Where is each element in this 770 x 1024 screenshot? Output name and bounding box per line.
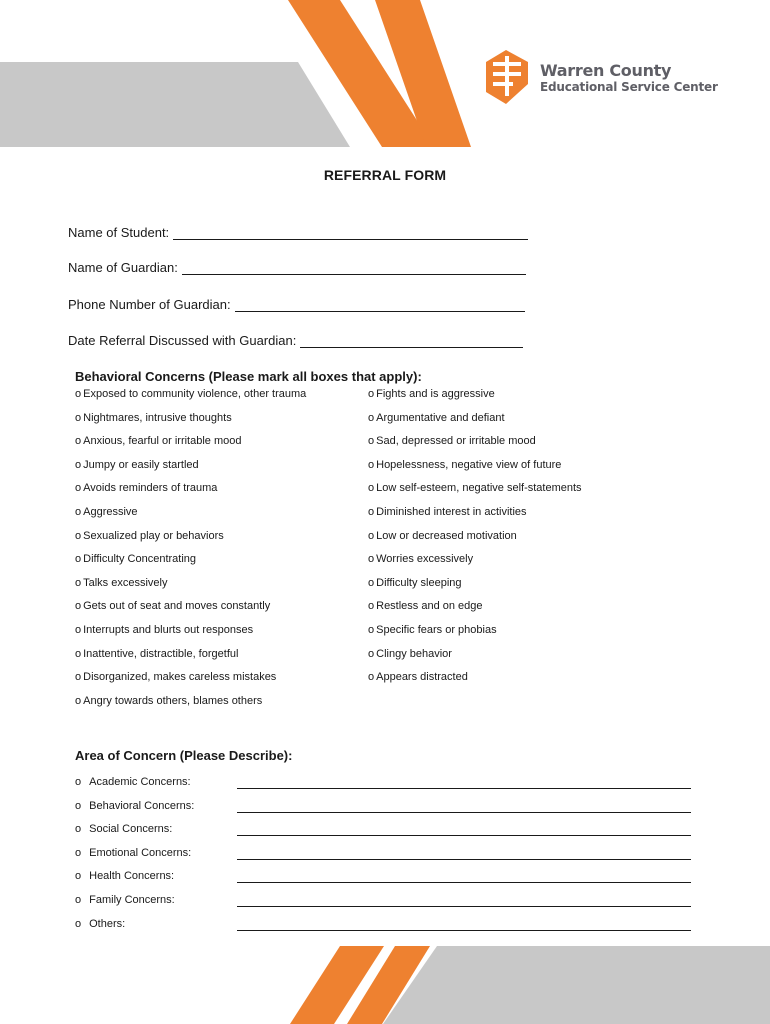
concern-label: Health Concerns: <box>89 870 175 883</box>
concern-bullet: o <box>75 799 82 812</box>
concern-input-line[interactable] <box>237 906 691 907</box>
student-name-label: Name of Student: <box>68 225 170 240</box>
checkbox-item-left-2[interactable] <box>75 412 232 424</box>
checkbox-item-right-1[interactable] <box>368 388 495 400</box>
checkbox-item-left-5[interactable] <box>75 482 217 494</box>
bottom-gray-banner <box>383 946 770 1024</box>
concern-bullet: o <box>75 846 82 859</box>
checkbox-label: Sad, depressed or irritable mood <box>376 435 536 448</box>
org-subtitle: Educational Service Center <box>540 80 718 94</box>
checkbox-bullet: o <box>75 458 82 471</box>
checkbox-item-left-3[interactable] <box>75 435 241 447</box>
concern-item-4 <box>75 847 191 859</box>
checkbox-bullet: o <box>368 388 375 400</box>
checkbox-item-right-3[interactable] <box>368 435 536 447</box>
concern-item-2 <box>75 800 194 812</box>
checkbox-label: Clingy behavior <box>376 647 452 660</box>
org-name: Warren County <box>540 61 672 80</box>
referral-date-field <box>68 333 523 348</box>
checkbox-bullet: o <box>368 458 375 471</box>
checkbox-bullet: o <box>368 671 375 684</box>
guardian-name-label: Name of Guardian: <box>68 260 178 275</box>
checkbox-item-left-4[interactable] <box>75 459 199 471</box>
concern-label: Others: <box>89 917 126 930</box>
checkbox-bullet: o <box>75 671 82 684</box>
concern-label: Family Concerns: <box>89 894 175 906</box>
top-gray-banner <box>0 62 350 147</box>
logo-icon <box>486 50 528 104</box>
checkbox-label: Hopelessness, negative view of future <box>376 458 562 471</box>
checkbox-item-left-7[interactable] <box>75 530 224 542</box>
checkbox-item-left-13[interactable] <box>75 671 276 683</box>
checkbox-label: Angry towards others, blames others <box>83 694 263 707</box>
checkbox-bullet: o <box>75 506 82 518</box>
checkbox-item-right-9[interactable] <box>368 577 462 589</box>
checkbox-bullet: o <box>75 435 82 448</box>
checkbox-item-left-6[interactable] <box>75 506 138 518</box>
checkbox-bullet: o <box>75 694 82 707</box>
checkbox-label: Interrupts and blurts out responses <box>83 624 254 636</box>
checkbox-label: Avoids reminders of trauma <box>83 482 218 495</box>
checkbox-bullet: o <box>75 624 82 636</box>
guardian-phone-input[interactable] <box>235 297 525 312</box>
area-heading: Area of Concern (Please Describe): <box>75 748 293 763</box>
checkbox-item-right-5[interactable] <box>368 482 582 494</box>
checkbox-bullet: o <box>368 482 375 495</box>
checkbox-label: Restless and on edge <box>376 600 483 613</box>
checkbox-label: Nightmares, intrusive thoughts <box>83 411 232 424</box>
behavioral-heading: Behavioral Concerns (Please mark all boxes that apply): <box>75 369 422 384</box>
concern-item-3 <box>75 823 172 835</box>
checkbox-label: Low self-esteem, negative self-statements <box>376 482 582 495</box>
checkbox-item-right-10[interactable] <box>368 600 483 612</box>
concern-input-line[interactable] <box>237 859 691 860</box>
guardian-name-input[interactable] <box>182 260 526 275</box>
checkbox-bullet: o <box>75 576 82 589</box>
checkbox-bullet: o <box>75 482 82 495</box>
concern-bullet: o <box>75 870 82 883</box>
checkbox-bullet: o <box>368 411 375 424</box>
concern-bullet: o <box>75 894 82 906</box>
checkbox-bullet: o <box>368 647 375 660</box>
checkbox-label: Argumentative and defiant <box>376 411 505 424</box>
checkbox-item-right-11[interactable] <box>368 624 497 636</box>
concern-bullet: o <box>75 917 82 930</box>
checkbox-label: Exposed to community violence, other trauma <box>83 388 307 400</box>
checkbox-label: Aggressive <box>83 506 138 518</box>
checkbox-item-left-9[interactable] <box>75 577 167 589</box>
checkbox-label: Anxious, fearful or irritable mood <box>83 435 242 448</box>
checkbox-label: Specific fears or phobias <box>376 624 497 636</box>
checkbox-item-left-8[interactable] <box>75 553 196 565</box>
checkbox-label: Disorganized, makes careless mistakes <box>83 671 277 684</box>
checkbox-label: Appears distracted <box>376 671 468 684</box>
student-name-field <box>68 225 528 240</box>
checkbox-bullet: o <box>368 435 375 448</box>
checkbox-bullet: o <box>368 553 375 566</box>
checkbox-bullet: o <box>75 529 82 542</box>
concern-item-6 <box>75 894 175 906</box>
checkbox-bullet: o <box>368 624 375 636</box>
concern-label: Academic Concerns: <box>89 776 191 788</box>
concern-bullet: o <box>75 823 82 836</box>
checkbox-bullet: o <box>75 600 82 613</box>
student-name-input[interactable] <box>173 225 528 240</box>
checkbox-item-left-12[interactable] <box>75 648 238 660</box>
checkbox-label: Low or decreased motivation <box>376 529 517 542</box>
checkbox-bullet: o <box>368 600 375 613</box>
checkbox-bullet: o <box>368 506 375 518</box>
referral-date-input[interactable] <box>300 333 523 348</box>
checkbox-item-right-6[interactable] <box>368 506 527 518</box>
checkbox-item-right-4[interactable] <box>368 459 561 471</box>
checkbox-bullet: o <box>75 411 82 424</box>
checkbox-item-right-2[interactable] <box>368 412 505 424</box>
concern-input-line[interactable] <box>237 812 691 813</box>
checkbox-label: Sexualized play or behaviors <box>83 529 224 542</box>
form-title: REFERRAL FORM <box>323 167 447 183</box>
concern-item-5 <box>75 870 174 882</box>
checkbox-bullet: o <box>75 388 82 400</box>
referral-date-label: Date Referral Discussed with Guardian: <box>68 333 297 348</box>
concern-label: Social Concerns: <box>89 823 173 836</box>
guardian-phone-field <box>68 297 525 312</box>
checkbox-label: Difficulty Concentrating <box>83 553 197 566</box>
guardian-phone-label: Phone Number of Guardian: <box>68 297 231 312</box>
checkbox-bullet: o <box>75 553 82 566</box>
checkbox-bullet: o <box>368 576 375 589</box>
checkbox-item-left-14[interactable] <box>75 695 262 707</box>
checkbox-label: Worries excessively <box>376 553 474 566</box>
checkbox-label: Diminished interest in activities <box>376 506 527 518</box>
concern-label: Emotional Concerns: <box>89 846 192 859</box>
concern-input-line[interactable] <box>237 835 691 836</box>
guardian-name-field <box>68 260 526 275</box>
checkbox-label: Jumpy or easily startled <box>83 458 199 471</box>
checkbox-label: Gets out of seat and moves constantly <box>83 600 271 613</box>
checkbox-label: Fights and is aggressive <box>376 388 495 400</box>
concern-item-1 <box>75 776 191 788</box>
checkbox-item-right-7[interactable] <box>368 530 517 542</box>
checkbox-item-left-11[interactable] <box>75 624 253 636</box>
concern-label: Behavioral Concerns: <box>89 799 195 812</box>
checkbox-label: Inattentive, distractible, forgetful <box>83 647 239 660</box>
concern-input-line[interactable] <box>237 882 691 883</box>
logo-wordmark <box>540 62 718 94</box>
checkbox-item-right-8[interactable] <box>368 553 473 565</box>
checkbox-item-right-13[interactable] <box>368 671 468 683</box>
concern-input-line[interactable] <box>237 930 691 931</box>
checkbox-bullet: o <box>368 529 375 542</box>
checkbox-label: Talks excessively <box>83 576 168 589</box>
checkbox-label: Difficulty sleeping <box>376 576 462 589</box>
checkbox-item-right-12[interactable] <box>368 648 452 660</box>
concern-input-line[interactable] <box>237 788 691 789</box>
concern-bullet: o <box>75 776 82 788</box>
checkbox-bullet: o <box>75 647 82 660</box>
concern-item-7 <box>75 918 125 930</box>
checkbox-item-left-1[interactable] <box>75 388 306 400</box>
checkbox-item-left-10[interactable] <box>75 600 270 612</box>
